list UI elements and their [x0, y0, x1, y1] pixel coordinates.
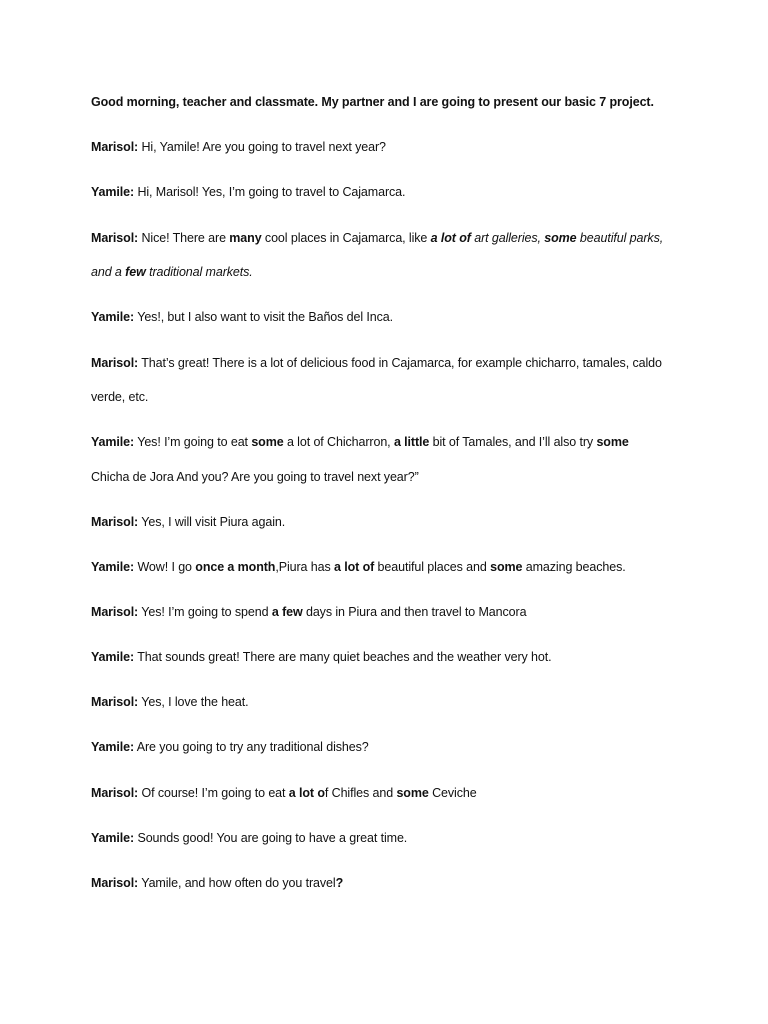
speaker-name: Yamile:: [91, 310, 135, 324]
dialogue-line: [91, 309, 393, 325]
dialogue-line: [91, 355, 662, 371]
speaker-name: Marisol:: [91, 231, 139, 245]
line-text: traditional markets.: [145, 265, 253, 279]
line-text: Sounds good! You are going to have a great time.: [134, 831, 408, 845]
line-text: beautiful places and: [374, 560, 491, 574]
line-text: once a month: [195, 560, 276, 574]
line-text: That’s great! There is a lot of delicious food in Cajamarca, for example chicharro, tamales, caldo: [138, 356, 662, 370]
line-text: Ceviche: [428, 786, 477, 800]
speaker-name: Yamile:: [91, 185, 135, 199]
line-text: a lot of: [430, 231, 471, 245]
line-text: ,Piura has: [275, 560, 334, 574]
dialogue-line: [91, 830, 407, 846]
line-text: Of course! I’m going to eat: [138, 786, 289, 800]
line-text: some: [544, 231, 577, 245]
line-text: some: [490, 560, 523, 574]
line-text: a lot of: [334, 560, 375, 574]
speaker-name: Marisol:: [91, 605, 139, 619]
line-text: a few: [271, 605, 303, 619]
speaker-name: Marisol:: [91, 876, 139, 890]
speaker-name: Yamile:: [91, 650, 135, 664]
line-text: Hi, Marisol! Yes, I’m going to travel to Cajamarca.: [134, 185, 406, 199]
line-text: Nice! There are: [138, 231, 230, 245]
line-text: Wow! I go: [134, 560, 196, 574]
dialogue-line: [91, 434, 629, 450]
line-text: ?: [335, 876, 344, 890]
line-text: some: [396, 786, 429, 800]
line-text: days in Piura and then travel to Mancora: [302, 605, 527, 619]
dialogue-line: [91, 264, 253, 280]
dialogue-line: [91, 184, 405, 200]
dialogue-line: [91, 649, 551, 665]
dialogue-line: [91, 604, 526, 620]
line-text: Yes! I’m going to spend: [138, 605, 272, 619]
line-text: f Chifles and: [324, 786, 397, 800]
intro-line: Good morning, teacher and classmate. My partner and I are going to present our basic 7 project.: [91, 95, 654, 109]
speaker-name: Yamile:: [91, 560, 135, 574]
dialogue-line: [91, 559, 626, 575]
dialogue-line: [91, 469, 419, 485]
dialogue-line: [91, 514, 285, 530]
line-text: cool places in Cajamarca, like: [261, 231, 431, 245]
line-text: a little: [393, 435, 430, 449]
speaker-name: Yamile:: [91, 831, 135, 845]
line-text: Chicha de Jora And you? Are you going to travel next year?”: [91, 470, 419, 484]
line-text: Are you going to try any traditional dishes?: [134, 740, 369, 754]
line-text: some: [596, 435, 629, 449]
line-text: Yes!, but I also want to visit the Baños del Inca.: [134, 310, 394, 324]
speaker-name: Marisol:: [91, 786, 139, 800]
line-text: many: [229, 231, 262, 245]
dialogue-line: [91, 230, 663, 246]
line-text: some: [251, 435, 284, 449]
speaker-name: Marisol:: [91, 515, 139, 529]
line-text: Yes, I love the heat.: [138, 695, 249, 709]
line-text: a lot o: [288, 786, 325, 800]
line-text: amazing beaches.: [522, 560, 626, 574]
line-text: Yamile, and how often do you travel: [138, 876, 336, 890]
speaker-name: Marisol:: [91, 356, 139, 370]
speaker-name: Yamile:: [91, 740, 135, 754]
line-text: and a: [91, 265, 126, 279]
speaker-name: Yamile:: [91, 435, 135, 449]
dialogue-line: [91, 389, 148, 405]
dialogue-line: [91, 694, 249, 710]
dialogue-line: [91, 739, 369, 755]
line-text: Yes! I’m going to eat: [134, 435, 252, 449]
line-text: verde, etc.: [91, 390, 149, 404]
line-text: art galleries,: [470, 231, 545, 245]
speaker-name: Marisol:: [91, 140, 139, 154]
line-text: a lot of Chicharron,: [283, 435, 394, 449]
dialogue-line: [91, 875, 343, 891]
line-text: bit of Tamales, and I’ll also try: [429, 435, 597, 449]
dialogue-line: [91, 785, 477, 801]
line-text: beautiful parks,: [576, 231, 664, 245]
line-text: Yes, I will visit Piura again.: [138, 515, 286, 529]
dialogue-line: [91, 139, 386, 155]
line-text: few: [125, 265, 146, 279]
line-text: Hi, Yamile! Are you going to travel next year?: [138, 140, 386, 154]
speaker-name: Marisol:: [91, 695, 139, 709]
line-text: That sounds great! There are many quiet beaches and the weather very hot.: [134, 650, 552, 664]
